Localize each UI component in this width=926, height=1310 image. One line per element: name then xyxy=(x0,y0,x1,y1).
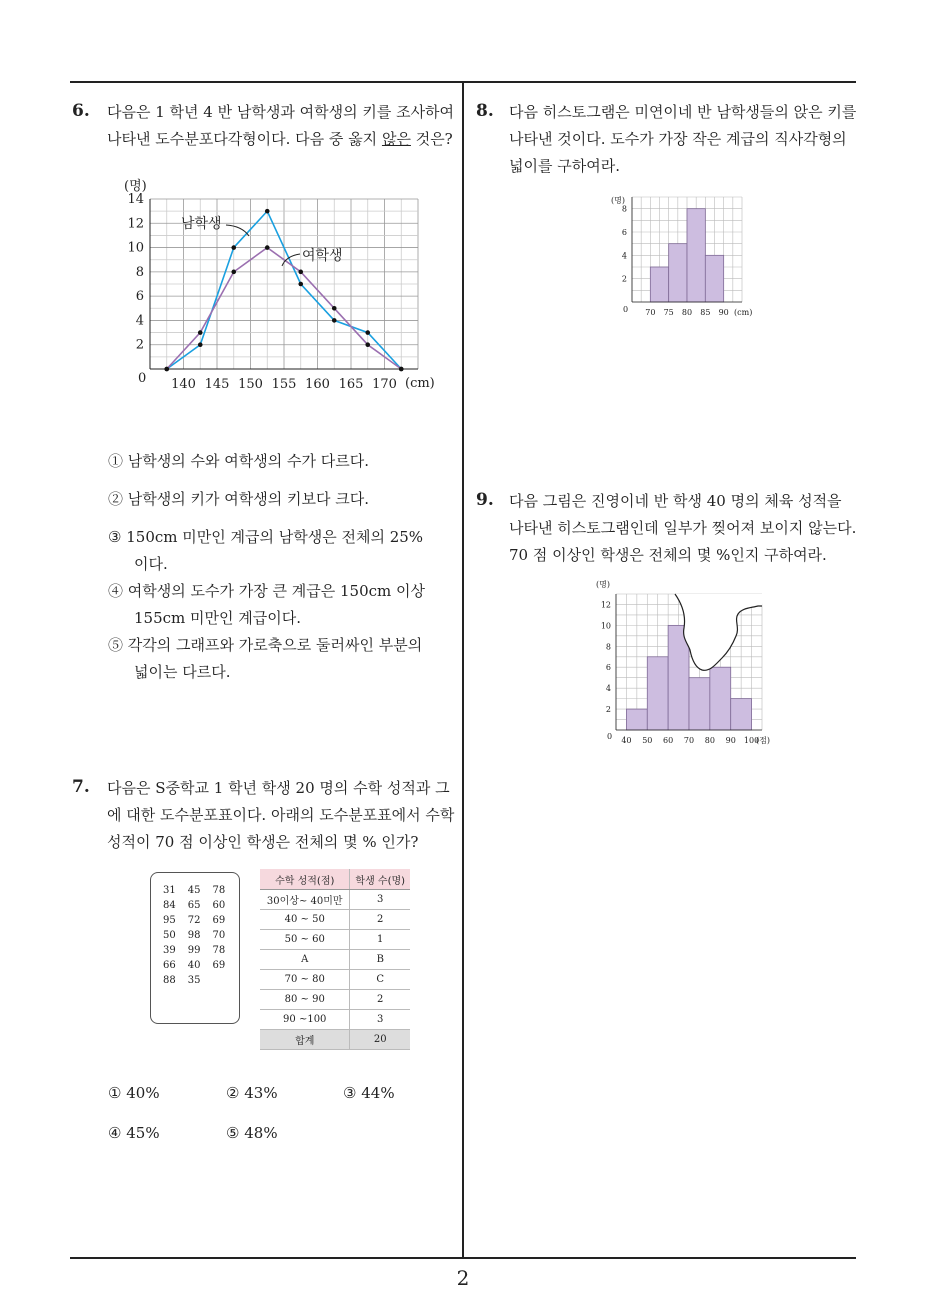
q8-zero: 0 xyxy=(623,305,629,314)
q6-y-tick-label: 2 xyxy=(135,337,144,353)
q8-bar xyxy=(687,209,705,302)
q7-table-score-cell: 80 ~ 90 xyxy=(260,990,350,1010)
q6-choice-2[interactable]: ② 남학생의 키가 여학생의 키보다 크다. xyxy=(108,490,369,508)
q9-x-tick-label: 90 xyxy=(725,736,736,745)
q7-frequency-table xyxy=(260,869,410,1050)
q7-table-count-cell: 20 xyxy=(350,1030,410,1050)
q6-label-girls: 여학생 xyxy=(302,248,343,264)
q6-yticks xyxy=(127,192,144,353)
q7-table-row xyxy=(260,930,410,950)
q9-x-tick-label: 60 xyxy=(663,736,674,745)
q7-table-row xyxy=(260,1010,410,1030)
q7-raw-score-row xyxy=(157,973,231,988)
q6-y-tick-label: 6 xyxy=(135,289,144,305)
q6-point-girls xyxy=(399,367,404,372)
q6-xticks xyxy=(171,377,397,392)
q8-x-tick-label: 85 xyxy=(700,308,711,317)
q6-choice-1[interactable]: ① 남학생의 수와 여학생의 수가 다르다. xyxy=(108,452,369,470)
q7-table-count-cell: B xyxy=(350,950,410,970)
q8-plot xyxy=(622,197,742,317)
q9-y-tick-label: 2 xyxy=(605,705,611,715)
q8-x-tick-label: 80 xyxy=(681,308,693,317)
q7-raw-score xyxy=(206,973,231,988)
q8-text: 다음 히스토그램은 미연이네 반 남학생들의 앉은 키를 나타낸 것이다. 도수가 가장 작은 계급의 직사각형의 넓이를 구하여라. xyxy=(509,103,857,175)
q7-raw-score: 40 xyxy=(187,960,201,971)
q6-choices xyxy=(108,448,453,686)
q8-x-tick-label: 70 xyxy=(645,308,656,317)
q7-raw-score: 45 xyxy=(187,885,201,896)
q7-table-count-cell: 3 xyxy=(350,1010,410,1030)
q7-table-row xyxy=(260,950,410,970)
q7-raw-score-row xyxy=(157,883,231,898)
q7-raw-score: 69 xyxy=(212,915,226,926)
q9-x-tick-label: 100 xyxy=(743,736,760,745)
q6-choice-3[interactable]: ③ 150cm 미만인 계급의 남학생은 전체의 25% 이다. xyxy=(108,528,424,573)
q6-point-boys xyxy=(198,342,203,347)
q8-bar xyxy=(705,255,723,302)
q7-table-header-score: 수학 성적(점) xyxy=(260,869,350,890)
q7-table-count-cell: 2 xyxy=(350,990,410,1010)
q7-raw-score: 98 xyxy=(187,930,201,941)
q7-text: 다음은 S중학교 1 학년 학생 20 명의 수학 성적과 그 에 대한 도수분포표이다. 아래의 도수분포표에서 수학 성적이 70 점 이상인 학생은 전체의 몇 % 인가? xyxy=(107,779,455,851)
q8-y-tick-label: 2 xyxy=(621,274,627,284)
q7-table-score-cell: 70 ~ 80 xyxy=(260,970,350,990)
q8-y-unit: (명) xyxy=(611,196,625,205)
q7-raw-score: 88 xyxy=(163,975,176,986)
q6-point-boys xyxy=(265,209,270,214)
q7-raw-score: 95 xyxy=(163,915,176,926)
q6-line2: 나타낸 도수분포다각형이다. 다음 중 옳지 않은 것은? xyxy=(107,130,453,148)
q9-y-tick-label: 4 xyxy=(605,684,611,694)
q7-choices xyxy=(108,1080,453,1160)
q6-y-unit: (명) xyxy=(124,179,147,194)
q7-choice-4[interactable]: ④ 45% xyxy=(108,1124,160,1142)
q7-table-score-cell: 합계 xyxy=(260,1030,350,1050)
q7-choice-2[interactable]: ② 43% xyxy=(226,1084,278,1102)
q7-raw-score: 84 xyxy=(163,900,176,911)
q7-table-count-cell: 2 xyxy=(350,910,410,930)
q7-table-score-cell: A xyxy=(260,950,350,970)
q6-x-tick-label: 140 xyxy=(171,377,196,392)
q6-point-girls xyxy=(231,270,236,275)
q9-bar xyxy=(689,678,710,730)
q7-choice-1[interactable]: ① 40% xyxy=(108,1084,160,1102)
q7-table-score-cell: 50 ~ 60 xyxy=(260,930,350,950)
q6-x-unit: (cm) xyxy=(405,376,435,391)
q7-raw-score: 65 xyxy=(187,900,201,911)
q9-text: 다음 그림은 진영이네 반 학생 40 명의 체육 성적을 나타낸 히스토그램인데 일부가 찢어져 보이지 않는다. 70 점 이상인 학생은 전체의 몇 %인지 구하여라. xyxy=(509,492,857,564)
q6-point-boys xyxy=(332,318,337,323)
q7-raw-score: 39 xyxy=(163,945,176,956)
q6-y-tick-label: 10 xyxy=(127,240,144,256)
q9-y-tick-label: 6 xyxy=(605,663,611,673)
q6-point-boys xyxy=(298,282,303,287)
q6-x-tick-label: 150 xyxy=(238,377,263,392)
q7-table-header-count: 학생 수(명) xyxy=(350,869,410,890)
q6-y-tick-label: 8 xyxy=(135,264,144,280)
q9-plot xyxy=(601,594,762,745)
q8-y-tick-label: 4 xyxy=(621,251,627,261)
q8-y-tick-label: 8 xyxy=(621,204,627,214)
q6-y-tick-label: 12 xyxy=(127,216,144,232)
q6-label-boys: 남학생 xyxy=(181,216,222,232)
q7-raw-score: 50 xyxy=(163,930,176,941)
q7-raw-score: 66 xyxy=(163,960,176,971)
q6-y-tick-label: 4 xyxy=(135,313,144,329)
q9-zero: 0 xyxy=(607,732,613,741)
q6-point-boys xyxy=(365,330,370,335)
q6-polygon-chart xyxy=(118,172,448,397)
q9-x-tick-label: 40 xyxy=(621,736,632,745)
q7-raw-score: 72 xyxy=(187,915,201,926)
q7-raw-score: 69 xyxy=(212,960,226,971)
q9-x-tick-label: 70 xyxy=(683,736,695,745)
q7-raw-score-row xyxy=(157,913,231,928)
q9-bar xyxy=(710,667,731,730)
q9-bar xyxy=(626,709,647,730)
q9-x-unit: (점) xyxy=(756,736,770,745)
q7-table-row xyxy=(260,890,410,910)
q7-raw-score: 60 xyxy=(212,900,226,911)
q8-number: 8. xyxy=(476,101,494,121)
q7-raw-score: 78 xyxy=(212,945,226,956)
q6-line1: 다음은 1 학년 4 반 남학생과 여학생의 키를 조사하여 xyxy=(107,103,455,121)
q8-histogram xyxy=(606,190,766,322)
q9-bar xyxy=(647,657,668,730)
q7-raw-score-table xyxy=(157,883,231,988)
q8-y-tick-label: 6 xyxy=(621,228,627,237)
q9-bar xyxy=(731,699,752,730)
q6-point-girls xyxy=(332,306,337,311)
q9-x-tick-label: 80 xyxy=(704,736,715,745)
q6-point-girls xyxy=(164,367,169,372)
q8-x-tick-label: 90 xyxy=(718,308,729,317)
q7-table-count-cell: 3 xyxy=(350,890,410,910)
q6-text xyxy=(107,99,459,153)
q6-point-boys xyxy=(231,245,236,250)
q9-y-unit: (명) xyxy=(596,580,610,589)
q7-choice-5[interactable]: ⑤ 48% xyxy=(226,1124,278,1142)
q9-x-tick-label: 50 xyxy=(642,736,653,745)
q7-raw-score: 70 xyxy=(212,930,226,941)
q7-raw-score-row xyxy=(157,943,231,958)
q6-x-tick-label: 165 xyxy=(338,377,364,392)
q7-raw-score-box xyxy=(150,872,240,1024)
q6-point-girls xyxy=(365,342,370,347)
q7-raw-score: 99 xyxy=(187,945,201,956)
q6-x-tick-label: 160 xyxy=(305,377,330,392)
q6-underlined-word: 않은 xyxy=(381,130,411,148)
q8-x-tick-label: 75 xyxy=(663,308,674,317)
q6-choice-4[interactable]: ④ 여학생의 도수가 가장 큰 계급은 150cm 이상 155cm 미만인 계급이다. xyxy=(108,582,426,627)
q8-x-unit: (cm) xyxy=(734,308,753,317)
q6-choice-5[interactable]: ⑤ 각각의 그래프와 가로축으로 둘러싸인 부분의 넓이는 다르다. xyxy=(108,636,423,681)
q9-y-tick-label: 12 xyxy=(600,600,611,610)
q7-table-row xyxy=(260,910,410,930)
q7-raw-score: 31 xyxy=(163,885,176,896)
q6-zero: 0 xyxy=(138,371,147,386)
q6-y-tick-label: 14 xyxy=(127,192,144,207)
q7-raw-score-row xyxy=(157,958,231,973)
q6-x-tick-label: 145 xyxy=(204,377,230,392)
q7-raw-score: 78 xyxy=(212,885,226,896)
q7-table-score-cell: 30이상~ 40미만 xyxy=(260,890,350,910)
column-divider xyxy=(462,82,464,1257)
q7-raw-score-row xyxy=(157,928,231,943)
q7-table-score-cell: 90 ~100 xyxy=(260,1010,350,1030)
q7-table-row xyxy=(260,990,410,1010)
q9-number: 9. xyxy=(476,490,494,510)
q8-bar xyxy=(669,244,687,302)
q6-point-girls xyxy=(198,330,203,335)
q7-number: 7. xyxy=(72,777,90,797)
q6-point-girls xyxy=(265,245,270,250)
q7-choice-3[interactable]: ③ 44% xyxy=(343,1084,395,1102)
q7-table-total-row xyxy=(260,1030,410,1050)
page-number: 2 xyxy=(456,1266,470,1290)
q6-point-girls xyxy=(298,270,303,275)
q7-table-row xyxy=(260,970,410,990)
q7-table-count-cell: C xyxy=(350,970,410,990)
bottom-rule xyxy=(70,1257,856,1259)
q7-raw-score: 35 xyxy=(187,975,201,986)
q9-y-tick-label: 8 xyxy=(605,642,611,652)
q8-bar xyxy=(650,267,668,302)
q7-table-count-cell: 1 xyxy=(350,930,410,950)
q6-x-tick-label: 170 xyxy=(372,377,397,392)
q9-histogram xyxy=(590,576,790,754)
q6-number: 6. xyxy=(72,101,90,121)
q6-x-tick-label: 155 xyxy=(271,377,297,392)
q7-table-score-cell: 40 ~ 50 xyxy=(260,910,350,930)
q7-raw-score-row xyxy=(157,898,231,913)
q9-y-tick-label: 10 xyxy=(600,621,611,631)
